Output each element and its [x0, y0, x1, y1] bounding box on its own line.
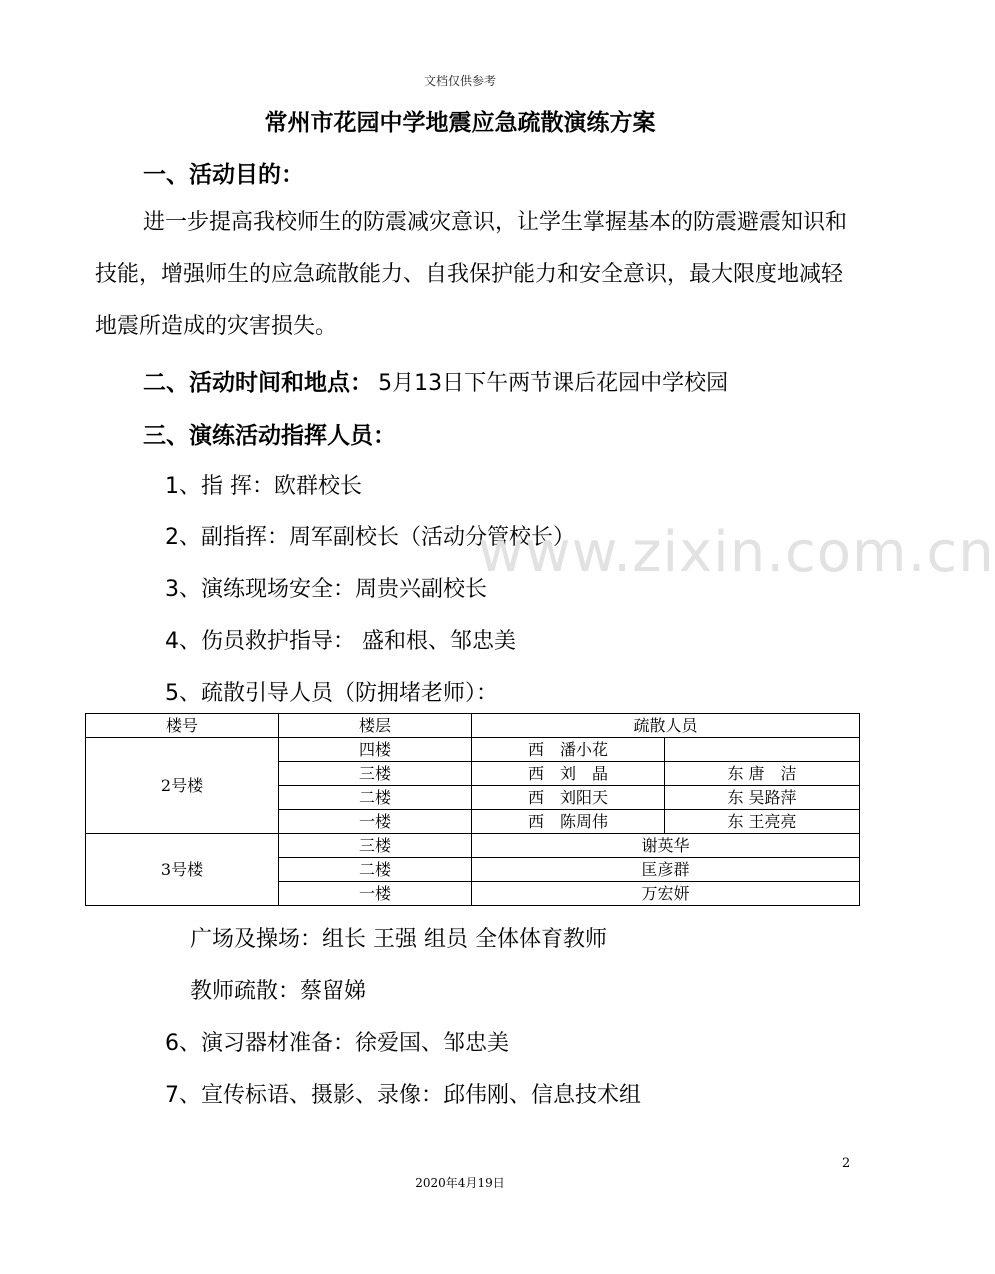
section-2 [143, 364, 728, 397]
section-1-heading: 一、活动目的： [143, 162, 304, 188]
floor-cell: 三楼 [279, 834, 472, 858]
page-number: 2 [842, 1156, 851, 1171]
building-3-cell: 3号楼 [86, 834, 279, 906]
floor-cell: 一楼 [279, 882, 472, 906]
person-cell: 万宏妍 [472, 882, 860, 906]
section-2-value: 5月13日下午两节课后花园中学校园 [378, 371, 729, 396]
header-personnel: 疏散人员 [472, 714, 860, 738]
footer-date: 2020年4月19日 [415, 1176, 505, 1190]
item-2: 2、副指挥：周军副校长（活动分管校长） [165, 525, 575, 550]
table-row [86, 738, 860, 762]
west-cell: 西 刘阳天 [472, 786, 665, 810]
plaza-line: 广场及操场：组长 王强 组员 全体体育教师 [190, 927, 607, 952]
watermark: www.zixin.com.cn [478, 520, 995, 585]
item-5: 5、疏散引导人员（防拥堵老师）： [165, 681, 498, 706]
item-3: 3、演练现场安全：周贵兴副校长 [165, 577, 487, 602]
east-cell: 东 吴路萍 [665, 786, 860, 810]
teacher-evacuation-line: 教师疏散：蔡留娣 [190, 979, 367, 1004]
floor-cell: 三楼 [279, 762, 472, 786]
section-3-heading: 三、演练活动指挥人员： [143, 423, 396, 449]
item-4: 4、伤员救护指导： 盛和根、邹忠美 [165, 629, 516, 654]
west-cell: 西 潘小花 [472, 738, 665, 762]
section-2-heading: 二、活动时间和地点： [143, 370, 373, 396]
east-cell: 东 王亮亮 [665, 810, 860, 834]
item-7: 7、宣传标语、摄影、录像：邱伟刚、信息技术组 [165, 1083, 641, 1108]
floor-cell: 四楼 [279, 738, 472, 762]
item-1: 1、指 挥：欧群校长 [165, 474, 362, 499]
west-cell: 西 刘 晶 [472, 762, 665, 786]
floor-cell: 一楼 [279, 810, 472, 834]
item-6: 6、演习器材准备：徐爱国、邹忠美 [165, 1031, 509, 1056]
floor-cell: 二楼 [279, 786, 472, 810]
west-cell: 西 陈周伟 [472, 810, 665, 834]
table-header-row [86, 714, 860, 738]
document-title: 常州市花园中学地震应急疏散演练方案 [264, 110, 656, 136]
header-floor: 楼层 [279, 714, 472, 738]
floor-cell: 二楼 [279, 858, 472, 882]
building-2-cell: 2号楼 [86, 738, 279, 834]
header-building: 楼号 [86, 714, 279, 738]
east-cell [665, 738, 860, 762]
section-1-body: 进一步提高我校师生的防震减灾意识，让学生掌握基本的防震避震知识和技能，增强师生的应急疏散能力、自我保护能力和安全意识，最大限度地减轻地震所造成的灾害损失。 [95, 210, 848, 339]
table-row [86, 834, 860, 858]
east-cell: 东 唐 洁 [665, 762, 860, 786]
evacuation-table [85, 713, 860, 906]
person-cell: 谢英华 [472, 834, 860, 858]
header-note: 文档仅供参考 [423, 74, 496, 88]
person-cell: 匡彦群 [472, 858, 860, 882]
